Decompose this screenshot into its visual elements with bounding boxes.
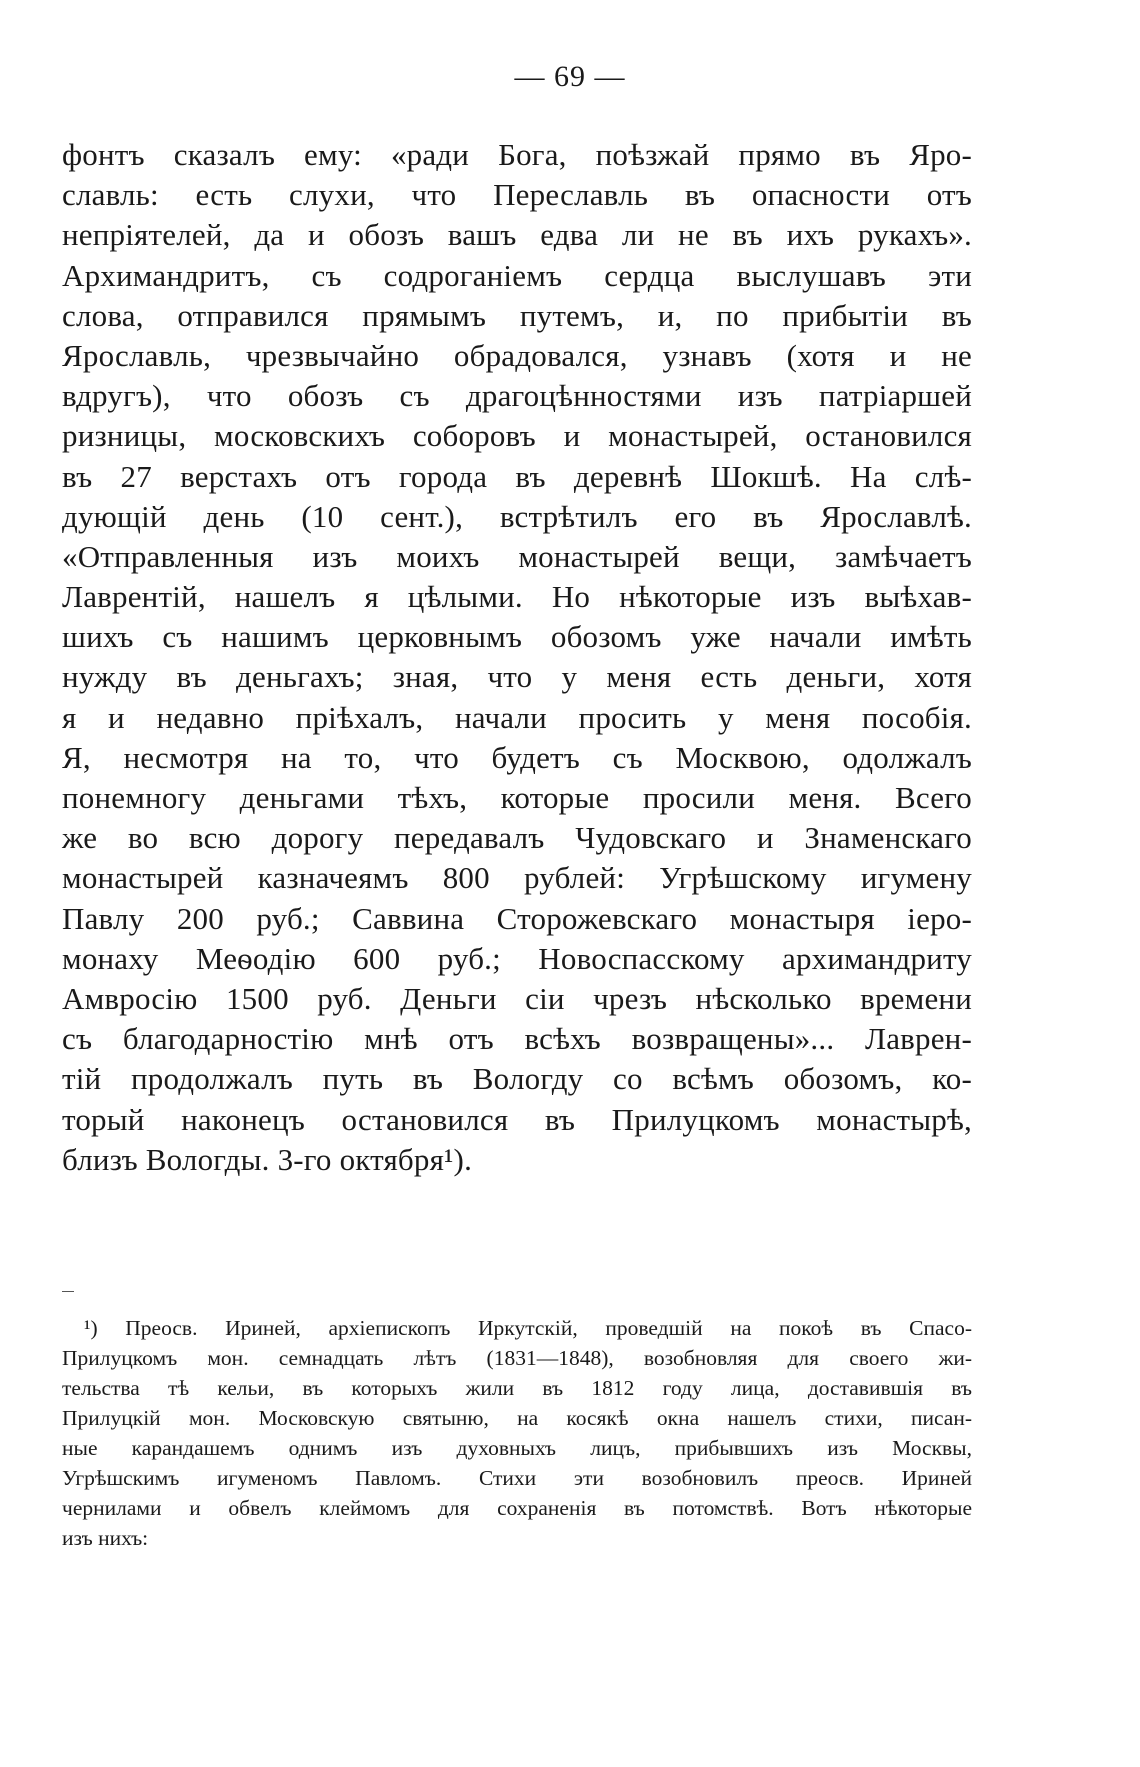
- main-text-block: [62, 135, 972, 1180]
- text-line: съ благодарностію мнѣ отъ всѣхъ возвращены»... Лаврен-: [62, 1021, 972, 1057]
- text-line: славль: есть слухи, что Переславль въ опасности отъ: [62, 177, 972, 213]
- text-line: нужду въ деньгахъ; зная, что у меня есть деньги, хотя: [62, 659, 972, 695]
- footnote-line: изъ нихъ:: [62, 1526, 149, 1550]
- footnote-line: чернилами и обвелъ клеймомъ для сохраненія въ потомствѣ. Вотъ нѣкоторые: [62, 1496, 972, 1520]
- text-line: торый наконецъ остановился въ Прилуцкомъ монастырѣ,: [62, 1101, 972, 1137]
- text-line: близъ Вологды. 3-го октября¹).: [62, 1141, 473, 1177]
- footnote-line: Угрѣшскимъ игуменомъ Павломъ. Стихи эти возобновилъ преосв. Ириней: [62, 1466, 972, 1490]
- text-line: Я, несмотря на то, что будетъ съ Москвою, одолжалъ: [62, 739, 972, 775]
- footnote-line: ные карандашемъ однимъ изъ духовныхъ лицъ, прибывшихъ изъ Москвы,: [62, 1436, 972, 1460]
- text-line: фонтъ сказалъ ему: «ради Бога, поѣзжай прямо въ Яро-: [62, 137, 972, 172]
- text-line: слова, отправился прямымъ путемъ, и, по прибытіи въ: [62, 297, 972, 333]
- text-line: вдругъ), что обозъ съ драгоцѣнностями изъ патріаршей: [62, 378, 972, 414]
- text-line: понемногу деньгами тѣхъ, которые просили меня. Всего: [62, 780, 972, 815]
- footnote-line: Прилуцкій мон. Московскую святыню, на косякѣ окна нашелъ стихи, писан-: [62, 1406, 972, 1430]
- text-line: же во всю дорогу передавалъ Чудовскаго и Знаменскаго: [62, 820, 972, 856]
- text-line: въ 27 верстахъ отъ города въ деревнѣ Шокшѣ. На слѣ-: [62, 458, 972, 494]
- text-line: Павлу 200 руб.; Саввина Сторожевскаго монастыря іеро-: [62, 900, 972, 936]
- text-line: тій продолжалъ путь въ Вологду со всѣмъ обозомъ, ко-: [62, 1061, 972, 1097]
- text-line: непріятелей, да и обозъ вашъ едва ли не въ ихъ рукахъ».: [62, 217, 972, 253]
- text-line: Амвросію 1500 руб. Деньги сіи чрезъ нѣсколько времени: [62, 980, 972, 1016]
- text-line: монастырей казначеямъ 800 рублей: Угрѣшскому игумену: [62, 860, 972, 896]
- footnote-separator: [62, 1291, 74, 1292]
- text-line: монаху Меѳодію 600 руб.; Новоспасскому архимандриту: [62, 940, 972, 976]
- footnote-line: тельства тѣ кельи, въ которыхъ жили въ 1812 году лица, доставившія въ: [62, 1376, 972, 1400]
- text-line: ризницы, московскихъ соборовъ и монастырей, остановился: [62, 418, 972, 454]
- text-line: «Отправленныя изъ моихъ монастырей вещи, замѣчаетъ: [62, 538, 972, 574]
- text-line: Архимандритъ, съ содроганіемъ сердца выслушавъ эти: [62, 257, 972, 293]
- footnote-line: ¹) Преосв. Ириней, архіепископъ Иркутскій, проведшій на покоѣ въ Спасо-: [84, 1316, 972, 1340]
- text-line: Лаврентій, нашелъ я цѣлыми. Но нѣкоторые изъ выѣхав-: [62, 579, 972, 615]
- page-number: — 69 —: [514, 60, 626, 93]
- footnote-block: [62, 1313, 972, 1553]
- text-line: Ярославль, чрезвычайно обрадовался, узнавъ (хотя и не: [62, 337, 972, 373]
- text-line: я и недавно пріѣхалъ, начали просить у меня пособія.: [62, 699, 972, 735]
- text-line: дующій день (10 сент.), встрѣтилъ его въ Ярославлѣ.: [62, 498, 972, 534]
- footnote-line: Прилуцкомъ мон. семнадцать лѣтъ (1831—1848), возобновляя для своего жи-: [62, 1346, 972, 1370]
- text-line: шихъ съ нашимъ церковнымъ обозомъ уже начали имѣть: [62, 619, 972, 655]
